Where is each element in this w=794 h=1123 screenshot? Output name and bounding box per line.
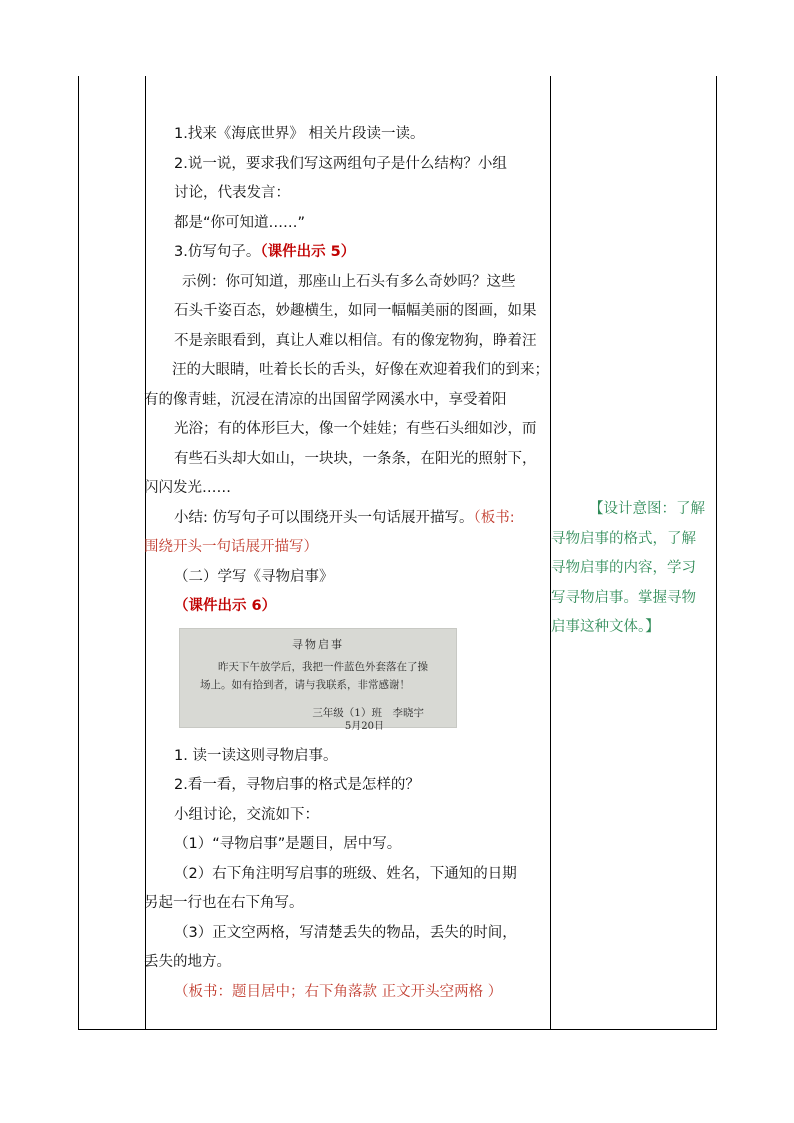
summary-board-note: （板书: (473, 509, 515, 526)
summary-line (146, 504, 550, 534)
after-line: 1. 读一读这则寻物启事。 (174, 747, 338, 764)
after-line: 2.看一看，寻物启事的格式是怎样的？ (174, 777, 420, 793)
lesson-content (146, 120, 550, 1007)
design-intent-line: 【设计意图：了解 (589, 501, 705, 517)
summary-text: 小结: 仿写句子可以围绕开头一句话展开描写。 (174, 509, 474, 526)
table-border-right (716, 76, 717, 1030)
notice-body-line: 昨天下午放学后，我把一件蓝色外套落在了操 (218, 660, 428, 673)
after-line: 小组讨论，交流如下： (174, 806, 319, 823)
example-line: 汪的大眼睛，吐着长长的舌头，好像在欢迎着我们的到来； (172, 362, 549, 378)
section-2-title: （二）学写《寻物启事》 (174, 568, 334, 585)
design-intent (551, 495, 716, 643)
step-2-text: 2.说一说，要求我们写这两组句子是什么结构？小组 (174, 155, 507, 172)
design-intent-line: 寻物启事的内容，学习 (551, 560, 696, 576)
step-2-answer: 都是“你可知道……” (174, 214, 306, 231)
notice-title: 寻物启事 (292, 637, 344, 651)
board-note: （板书：题目居中；右下角落款 正文开头空两格 ） (174, 983, 503, 1000)
notice-signature: 三年级（1）班 李晓宇 (312, 706, 424, 719)
notice-body-line: 场上。如有拾到者，请与我联系，非常感谢！ (200, 678, 410, 691)
step-1-text: 1.找来《海底世界》 相关片段读一读。 (174, 126, 425, 142)
table-border-left (78, 76, 79, 1030)
design-intent-line: 写寻物启事。掌握寻物 (551, 589, 696, 606)
example-line: 示例：你可知道，那座山上石头有多么奇妙吗？这些 (182, 273, 516, 290)
format-point-3-cont: 丢失的地方。 (144, 954, 231, 970)
example-line: 光浴；有的体形巨大，像一个娃娃；有些石头细如沙，而 (174, 421, 537, 437)
example-line: 闪闪发光…… (144, 480, 231, 496)
example-line: 石头千姿百态，妙趣横生，如同一幅幅美丽的图画，如果 (174, 303, 537, 319)
format-point-2: （2）右下角注明写启事的班级、姓名，下通知的日期 (174, 865, 517, 882)
summary-board-note-cont: 围绕开头一句话展开描写） (144, 539, 318, 555)
step-3-slide-label: （课件出示 5） (260, 244, 356, 260)
step-3-label: 3.仿写句子。 (174, 244, 261, 260)
step-3-heading (146, 238, 550, 268)
table-border-bottom (78, 1029, 717, 1030)
format-point-1: （1）“寻物启事”是题目，居中写。 (174, 836, 402, 852)
example-line: 有些石头却大如山，一块块，一条条，在阳光的照射下， (174, 450, 537, 467)
format-point-3: （3）正文空两格，写清楚丢失的物品，丢失的时间， (174, 924, 517, 941)
example-line: 有的像青蛙，沉浸在清凉的出国留学网溪水中，享受着阳 (144, 391, 507, 408)
design-intent-line: 启事这种文体。】 (551, 619, 660, 635)
section-2-slide-label: （课件出示 6） (174, 598, 277, 614)
example-line: 不是亲眼看到，真让人难以相信。有的像宠物狗，睁着汪 (174, 332, 537, 349)
notice-date: 5月20日 (344, 720, 384, 732)
format-point-2-cont: 另起一行也在右下角写。 (144, 895, 304, 911)
design-intent-line: 寻物启事的格式，了解 (551, 530, 696, 547)
step-2-text-cont: 讨论，代表发言： (174, 185, 290, 201)
lost-item-notice-image (179, 628, 457, 732)
